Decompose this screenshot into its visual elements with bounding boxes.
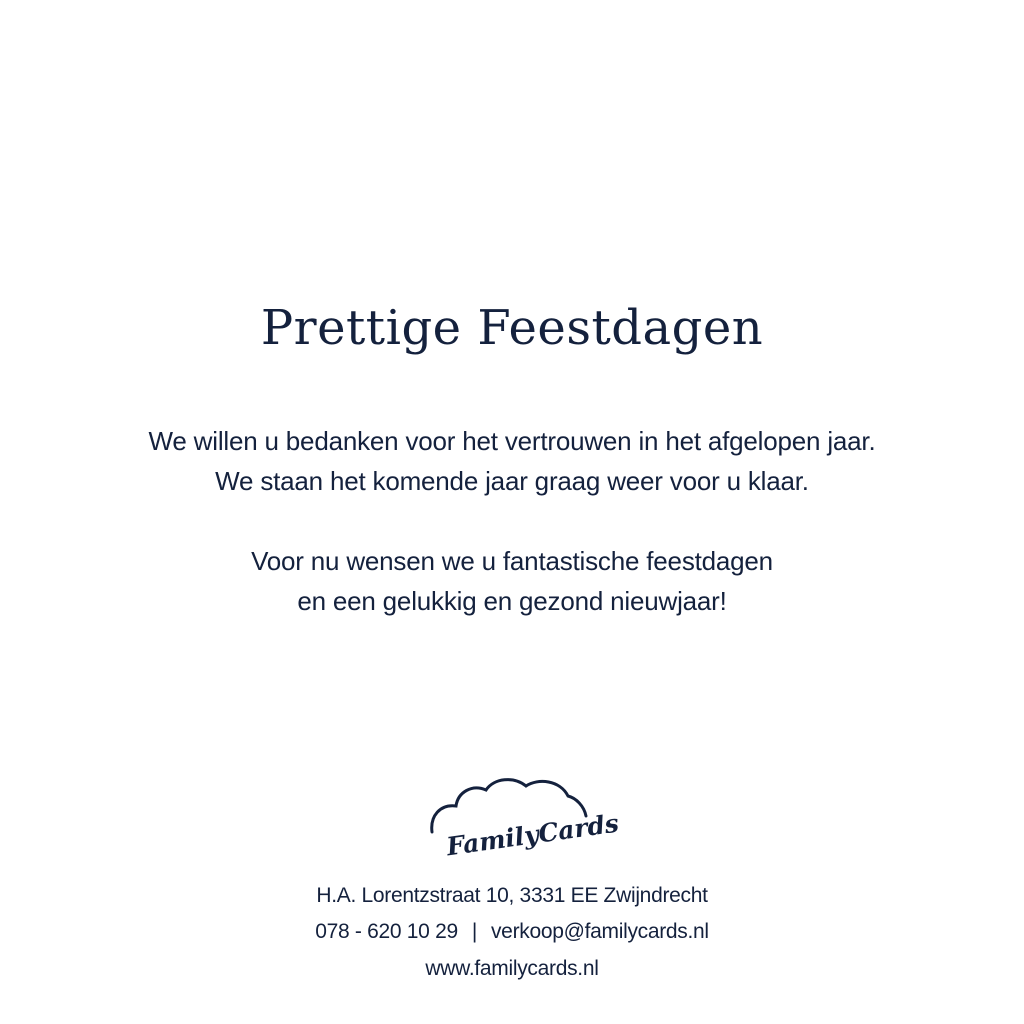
logo-wordmark: FamilyCards	[444, 808, 621, 862]
phone-number: 078 - 620 10 29	[315, 920, 458, 943]
card-title: Prettige Feestdagen	[260, 300, 764, 356]
message-line: Voor nu wensen we u fantastische feestdagen	[251, 546, 773, 576]
familycards-logo	[428, 776, 621, 862]
contact-separator: |	[471, 920, 477, 943]
message-line: We willen u bedanken voor het vertrouwen in het afgelopen jaar.	[148, 426, 876, 456]
message-line: en een gelukkig en gezond nieuwjaar!	[297, 586, 727, 616]
message-paragraph-wishes	[0, 541, 1024, 621]
message-line: We staan het komende jaar graag weer voor u klaar.	[215, 466, 809, 496]
email-address[interactable]: verkoop@familycards.nl	[490, 920, 709, 943]
message-paragraph-thanks	[0, 421, 1024, 501]
contact-row	[0, 920, 1024, 944]
website-link[interactable]: www.familycards.nl	[425, 957, 599, 980]
company-address: H.A. Lorentzstraat 10, 3331 EE Zwijndrecht	[316, 884, 708, 907]
